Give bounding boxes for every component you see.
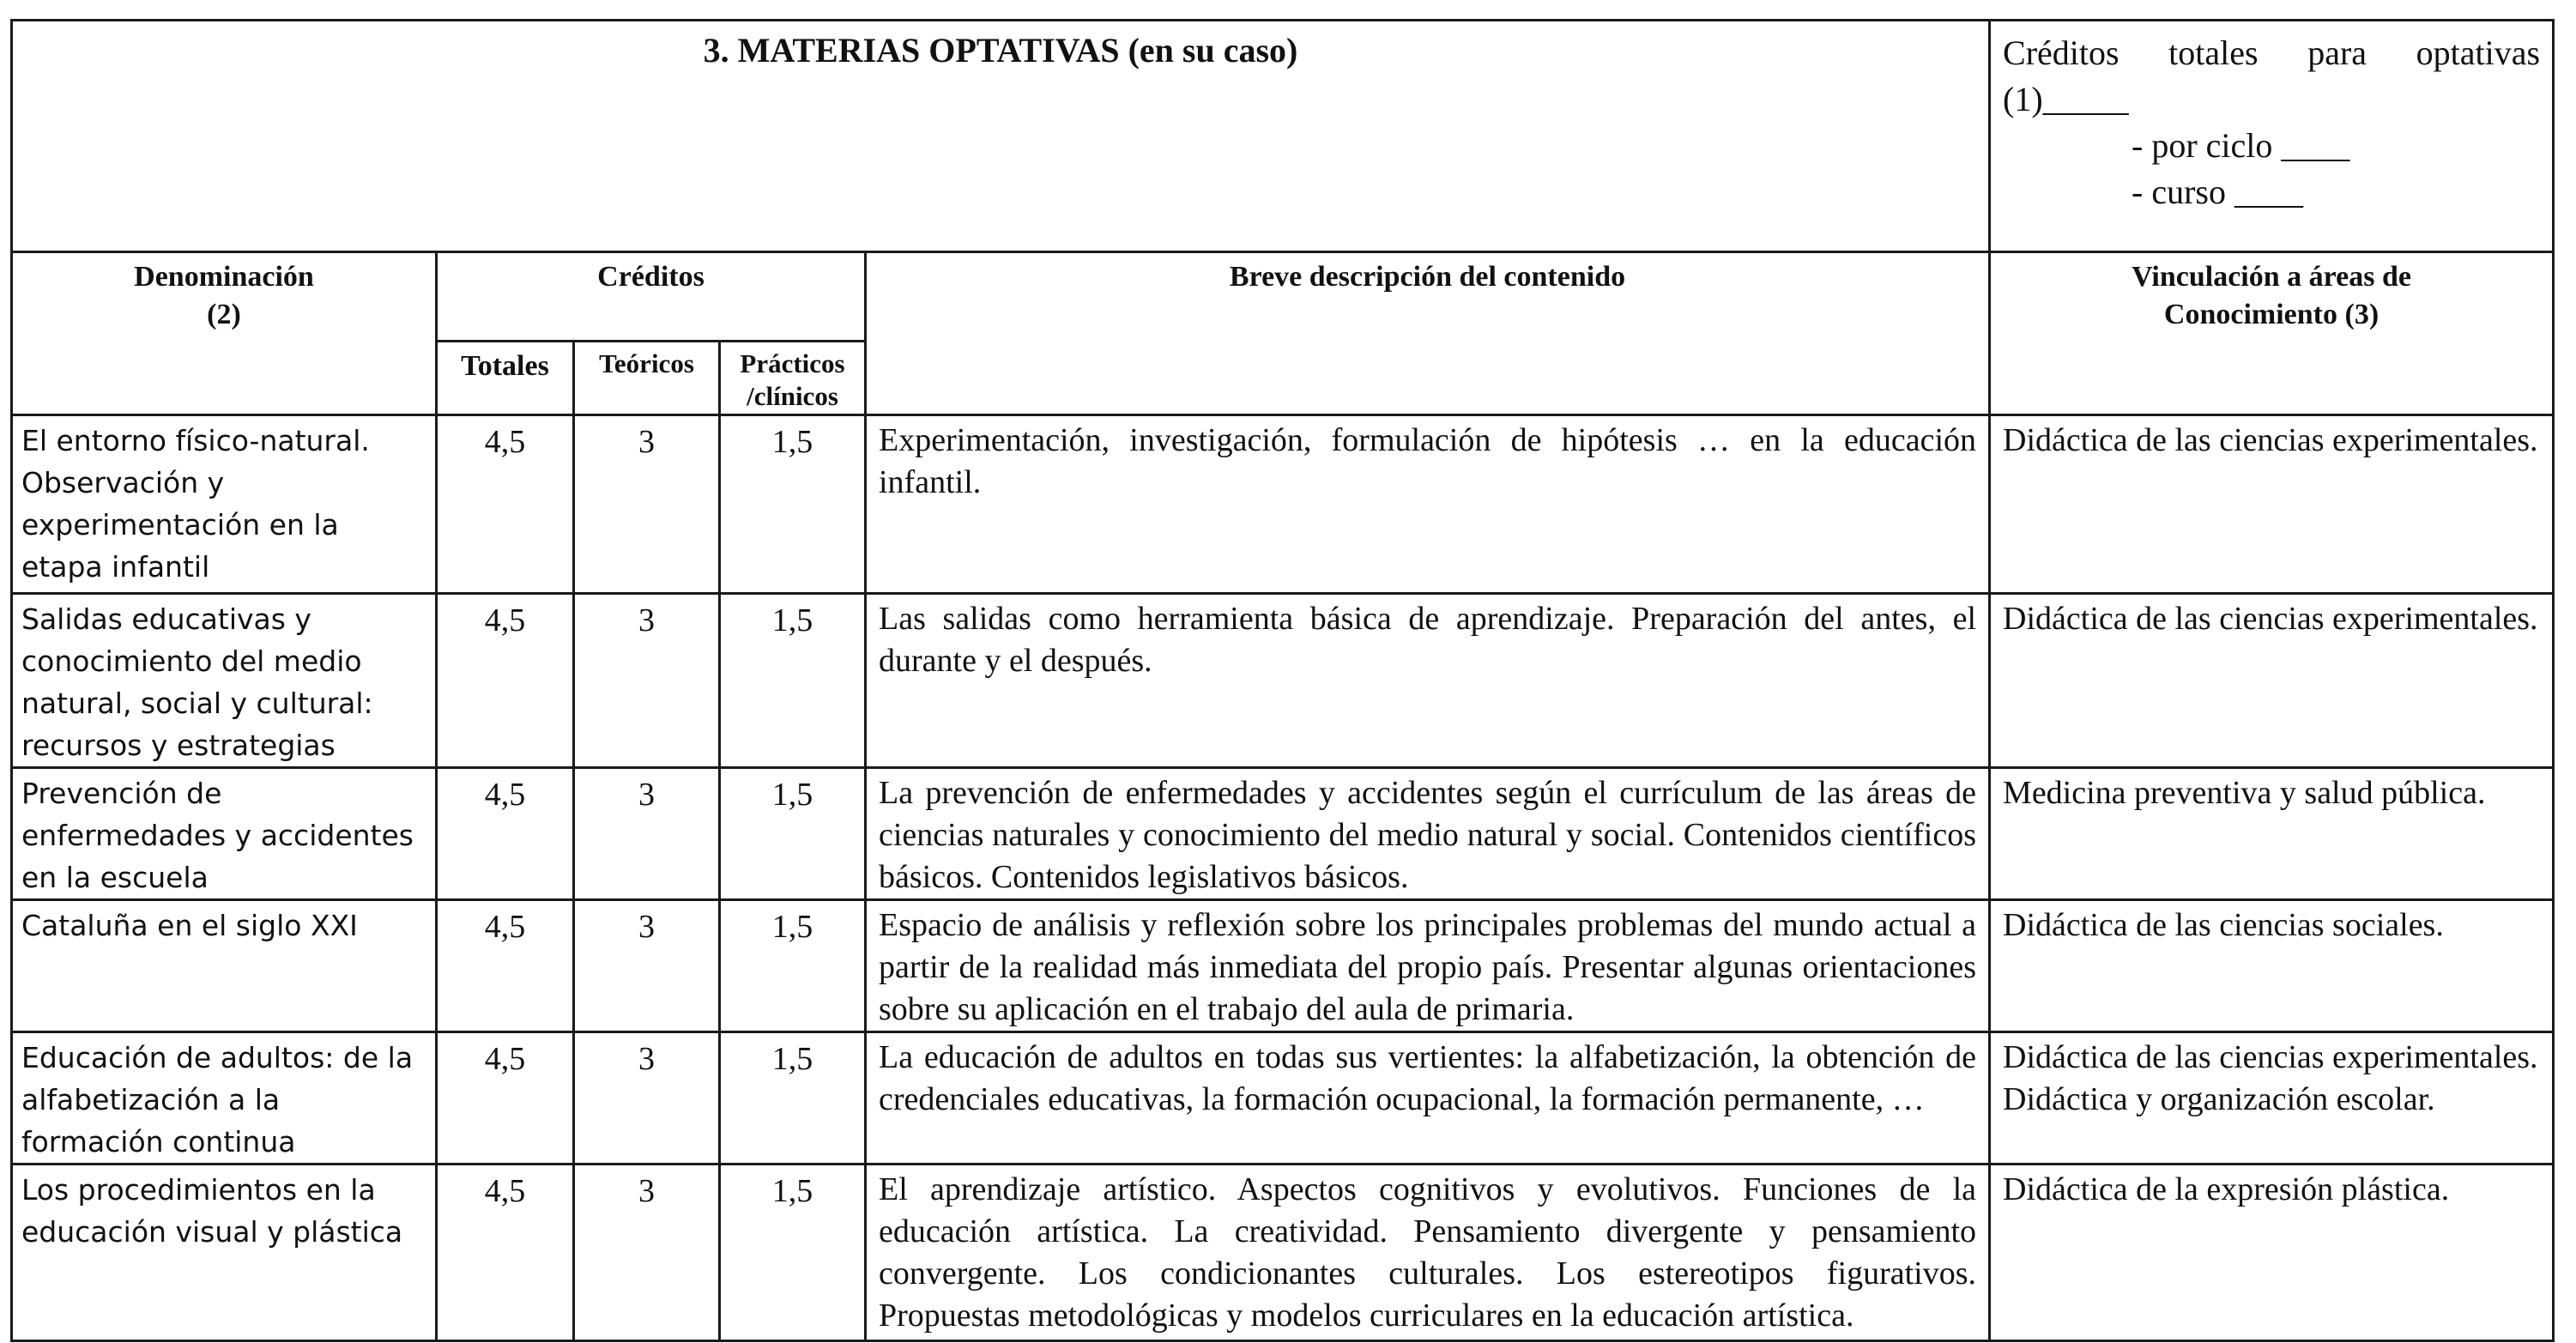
credits-totales bbox=[437, 594, 574, 768]
credits-teoricos bbox=[574, 768, 720, 900]
credits-teoricos bbox=[574, 1032, 720, 1165]
table-row bbox=[12, 1165, 2554, 1341]
subject-name-line: educación visual y plástica bbox=[21, 1215, 403, 1249]
header-denominacion bbox=[12, 252, 437, 415]
credits-total-blank: (1)_____ bbox=[2003, 80, 2129, 118]
subject-name-line: natural, social y cultural: bbox=[21, 687, 373, 720]
credits-practicos-value: 1,5 bbox=[771, 602, 813, 638]
knowledge-area-line: Didáctica de las ciencias sociales. bbox=[2003, 907, 2444, 943]
subject-name-line: conocimiento del medio bbox=[21, 644, 362, 678]
knowledge-area bbox=[1990, 1032, 2554, 1165]
subject-name-line: Cataluña en el siglo XXI bbox=[21, 909, 358, 942]
header-vinculacion-text-2: Conocimiento (3) bbox=[2163, 299, 2379, 330]
credits-practicos-value: 1,5 bbox=[771, 777, 813, 813]
subject-name-line: recursos y estrategias bbox=[21, 729, 336, 762]
content-description bbox=[866, 768, 1990, 900]
content-description-text: El aprendizaje artístico. Aspectos cognitivos y evolutivos. Funciones de la educación artística. La creatividad. Pensamiento divergente y pensamiento convergente. Los condicionantes culturales. Los estereotipos figurativos. Propuestas metodológicas y modelos curriculares en la educación artística. bbox=[879, 1171, 1977, 1334]
section-title bbox=[12, 21, 1990, 252]
table-row bbox=[12, 900, 2554, 1032]
credits-teoricos-value: 3 bbox=[638, 602, 655, 638]
credits-totales-value: 4,5 bbox=[484, 424, 526, 460]
optativas-document bbox=[10, 19, 2552, 1334]
subject-name-line: El entorno físico-natural. bbox=[21, 424, 370, 457]
header-denominacion-note: (2) bbox=[207, 299, 241, 330]
credits-per-course: - curso ____ bbox=[2132, 172, 2303, 211]
table-row bbox=[12, 1032, 2554, 1165]
subject-name-line: en la escuela bbox=[21, 861, 209, 894]
knowledge-area-line: Didáctica de las ciencias experimentales. bbox=[2003, 422, 2538, 458]
content-description-text: La educación de adultos en todas sus vertientes: la alfabetización, la obtención de credenciales educativas, la formación ocupacional, la formación permanente, … bbox=[879, 1039, 1977, 1117]
subject-name bbox=[12, 594, 437, 768]
knowledge-area-line: Didáctica de las ciencias experimentales. bbox=[2003, 1039, 2538, 1075]
content-description bbox=[866, 594, 1990, 768]
knowledge-area-line: Didáctica de las ciencias experimentales. bbox=[2003, 601, 2538, 637]
credits-totales bbox=[437, 900, 574, 1032]
credits-teoricos bbox=[574, 1165, 720, 1341]
content-description bbox=[866, 900, 1990, 1032]
credits-totales bbox=[437, 1165, 574, 1341]
content-description-text: Espacio de análisis y reflexión sobre los principales problemas del mundo actual a partir de la realidad más inmediata del propio país. Presentar algunas orientaciones sobre su aplicación en el trabajo del aula de primaria. bbox=[879, 907, 1977, 1027]
header-practicos-text: Prácticos bbox=[740, 348, 845, 378]
optativas-table bbox=[10, 19, 2555, 1342]
credits-practicos-value: 1,5 bbox=[771, 1173, 813, 1209]
table-row bbox=[12, 594, 2554, 768]
knowledge-area-line: Didáctica y organización escolar. bbox=[2003, 1081, 2435, 1117]
subject-rows bbox=[12, 415, 2554, 1341]
credits-teoricos bbox=[574, 900, 720, 1032]
subject-name bbox=[12, 415, 437, 594]
credits-teoricos-value: 3 bbox=[638, 777, 655, 813]
header-teoricos-text: Teóricos bbox=[599, 348, 694, 378]
subject-name bbox=[12, 1165, 437, 1341]
subject-name-line: Salidas educativas y bbox=[21, 602, 311, 636]
credits-practicos bbox=[720, 1165, 866, 1341]
credits-per-cycle: - por ciclo ____ bbox=[2132, 126, 2350, 165]
subject-name-line: etapa infantil bbox=[21, 550, 210, 584]
subject-name-line: formación continua bbox=[21, 1125, 296, 1158]
header-teoricos bbox=[574, 342, 720, 415]
table-row bbox=[12, 768, 2554, 900]
subject-name-line: alfabetización a la bbox=[21, 1083, 281, 1116]
subject-name bbox=[12, 768, 437, 900]
header-descripcion bbox=[866, 252, 1990, 415]
credits-teoricos-value: 3 bbox=[638, 424, 655, 460]
credits-totales-value: 4,5 bbox=[484, 602, 526, 638]
content-description bbox=[866, 1032, 1990, 1165]
header-practicos bbox=[720, 342, 866, 415]
credits-totales-value: 4,5 bbox=[484, 909, 526, 945]
column-header-row-1 bbox=[12, 252, 2554, 342]
subject-name-line: Observación y bbox=[21, 466, 225, 499]
credits-total-box bbox=[1990, 21, 2554, 252]
subject-name-line: Los procedimientos en la bbox=[21, 1173, 376, 1207]
credits-total-label: Créditos totales para optativas bbox=[2003, 33, 2541, 72]
knowledge-area-line: Didáctica de la expresión plástica. bbox=[2003, 1171, 2450, 1207]
knowledge-area bbox=[1990, 1165, 2554, 1341]
header-vinculacion bbox=[1990, 252, 2554, 415]
credits-practicos bbox=[720, 1032, 866, 1165]
content-description-text: La prevención de enfermedades y accidentes según el currículum de las áreas de ciencias naturales y conocimiento del medio natural y social. Contenidos científicos básicos. Contenidos legislativos básicos. bbox=[879, 775, 1977, 895]
credits-practicos-value: 1,5 bbox=[771, 424, 813, 460]
header-totales-text: Totales bbox=[461, 350, 549, 382]
credits-totales bbox=[437, 415, 574, 594]
subject-name-line: experimentación en la bbox=[21, 508, 339, 541]
subject-name-line: Prevención de bbox=[21, 777, 222, 810]
knowledge-area bbox=[1990, 415, 2554, 594]
credits-teoricos bbox=[574, 415, 720, 594]
credits-totales bbox=[437, 1032, 574, 1165]
table-row bbox=[12, 415, 2554, 594]
credits-practicos bbox=[720, 594, 866, 768]
credits-totales bbox=[437, 768, 574, 900]
subject-name-line: Educación de adultos: de la bbox=[21, 1041, 414, 1074]
knowledge-area bbox=[1990, 594, 2554, 768]
credits-practicos bbox=[720, 415, 866, 594]
section-title-text: 3. MATERIAS OPTATIVAS (en su caso) bbox=[703, 31, 1298, 70]
credits-practicos bbox=[720, 768, 866, 900]
credits-teoricos-value: 3 bbox=[638, 1173, 655, 1209]
header-denominacion-text: Denominación bbox=[134, 261, 314, 293]
knowledge-area bbox=[1990, 768, 2554, 900]
knowledge-area bbox=[1990, 900, 2554, 1032]
content-description-text: Experimentación, investigación, formulación de hipótesis … en la educación infantil. bbox=[879, 422, 1977, 500]
credits-totales-value: 4,5 bbox=[484, 1173, 526, 1209]
credits-totales-value: 4,5 bbox=[484, 777, 526, 813]
credits-practicos-value: 1,5 bbox=[771, 909, 813, 945]
header-vinculacion-text: Vinculación a áreas de bbox=[2132, 261, 2411, 293]
credits-teoricos bbox=[574, 594, 720, 768]
header-creditos-text: Créditos bbox=[597, 261, 704, 293]
header-clinicos-text: /clínicos bbox=[747, 381, 838, 411]
header-totales bbox=[437, 342, 574, 415]
subject-name bbox=[12, 900, 437, 1032]
subject-name bbox=[12, 1032, 437, 1165]
credits-practicos bbox=[720, 900, 866, 1032]
credits-practicos-value: 1,5 bbox=[771, 1041, 813, 1077]
section-header-row bbox=[12, 21, 2554, 252]
content-description bbox=[866, 1165, 1990, 1341]
content-description-text: Las salidas como herramienta básica de aprendizaje. Preparación del antes, el durante y el después. bbox=[879, 601, 1977, 679]
subject-name-line: enfermedades y accidentes bbox=[21, 819, 414, 852]
header-descripcion-text: Breve descripción del contenido bbox=[1229, 261, 1626, 293]
credits-totales-value: 4,5 bbox=[484, 1041, 526, 1077]
credits-teoricos-value: 3 bbox=[638, 1041, 655, 1077]
knowledge-area-line: Medicina preventiva y salud pública. bbox=[2003, 775, 2486, 811]
credits-teoricos-value: 3 bbox=[638, 909, 655, 945]
content-description bbox=[866, 415, 1990, 594]
header-creditos bbox=[437, 252, 866, 342]
